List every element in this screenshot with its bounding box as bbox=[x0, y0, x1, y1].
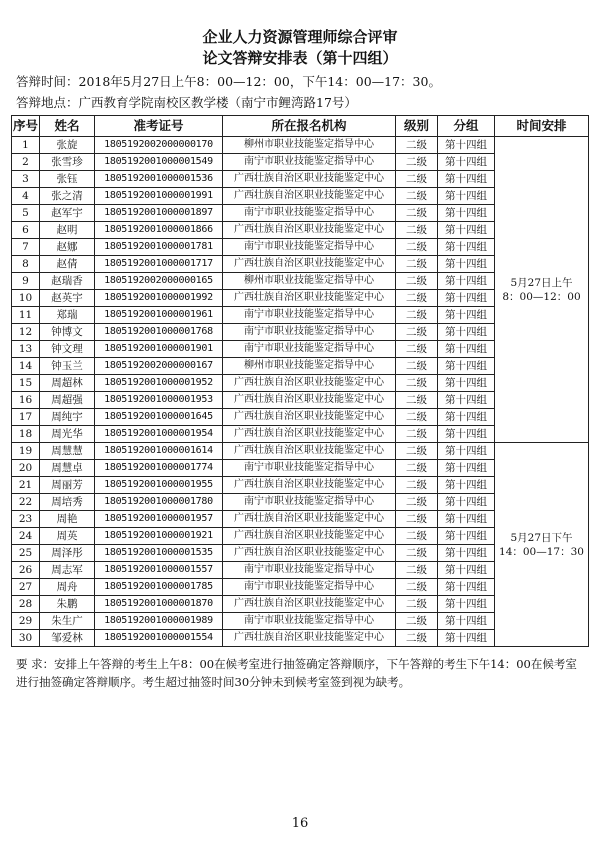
cell-org: 广西壮族自治区职业技能鉴定中心 bbox=[223, 222, 396, 239]
cell-exam-id: 1805192001000001921 bbox=[95, 528, 223, 545]
cell-group: 第十四组 bbox=[438, 205, 495, 222]
cell-group: 第十四组 bbox=[438, 443, 495, 460]
cell-group: 第十四组 bbox=[438, 511, 495, 528]
cell-exam-id: 1805192001000001991 bbox=[95, 188, 223, 205]
column-header-group: 分组 bbox=[438, 116, 495, 137]
cell-name: 周丽芳 bbox=[40, 477, 95, 494]
cell-name: 钟玉兰 bbox=[40, 358, 95, 375]
cell-name: 赵瑞香 bbox=[40, 273, 95, 290]
cell-name: 周英 bbox=[40, 528, 95, 545]
cell-level: 二级 bbox=[396, 545, 438, 562]
column-header-time: 时间安排 bbox=[495, 116, 589, 137]
cell-group: 第十四组 bbox=[438, 341, 495, 358]
cell-group: 第十四组 bbox=[438, 171, 495, 188]
cell-level: 二级 bbox=[396, 596, 438, 613]
cell-no: 28 bbox=[12, 596, 40, 613]
table-row bbox=[12, 443, 589, 460]
cell-exam-id: 1805192001000001780 bbox=[95, 494, 223, 511]
cell-level: 二级 bbox=[396, 324, 438, 341]
afternoon-time-line: 14：00—17：30 bbox=[499, 545, 584, 558]
defense-place-info: 答辩地点：广西教育学院南校区教学楼（南宁市鲤湾路17号） bbox=[16, 95, 357, 110]
cell-group: 第十四组 bbox=[438, 528, 495, 545]
cell-name: 周慧卓 bbox=[40, 460, 95, 477]
cell-level: 二级 bbox=[396, 256, 438, 273]
cell-no: 15 bbox=[12, 375, 40, 392]
cell-group: 第十四组 bbox=[438, 222, 495, 239]
cell-org: 南宁市职业技能鉴定指导中心 bbox=[223, 494, 396, 511]
cell-group: 第十四组 bbox=[438, 426, 495, 443]
cell-org: 南宁市职业技能鉴定指导中心 bbox=[223, 341, 396, 358]
cell-no: 21 bbox=[12, 477, 40, 494]
cell-exam-id: 1805192001000001961 bbox=[95, 307, 223, 324]
cell-group: 第十四组 bbox=[438, 137, 495, 154]
cell-org: 广西壮族自治区职业技能鉴定中心 bbox=[223, 171, 396, 188]
cell-exam-id: 1805192001000001897 bbox=[95, 205, 223, 222]
cell-name: 朱生广 bbox=[40, 613, 95, 630]
cell-level: 二级 bbox=[396, 171, 438, 188]
cell-no: 26 bbox=[12, 562, 40, 579]
cell-org: 广西壮族自治区职业技能鉴定中心 bbox=[223, 409, 396, 426]
cell-exam-id: 1805192001000001549 bbox=[95, 154, 223, 171]
cell-level: 二级 bbox=[396, 460, 438, 477]
cell-level: 二级 bbox=[396, 392, 438, 409]
cell-name: 周舟 bbox=[40, 579, 95, 596]
cell-org: 南宁市职业技能鉴定指导中心 bbox=[223, 154, 396, 171]
cell-level: 二级 bbox=[396, 579, 438, 596]
cell-group: 第十四组 bbox=[438, 409, 495, 426]
schedule-table bbox=[11, 115, 589, 647]
cell-level: 二级 bbox=[396, 239, 438, 256]
cell-name: 赵倩 bbox=[40, 256, 95, 273]
cell-org: 南宁市职业技能鉴定指导中心 bbox=[223, 460, 396, 477]
cell-name: 钟文理 bbox=[40, 341, 95, 358]
cell-group: 第十四组 bbox=[438, 562, 495, 579]
cell-org: 广西壮族自治区职业技能鉴定中心 bbox=[223, 443, 396, 460]
cell-group: 第十四组 bbox=[438, 375, 495, 392]
cell-exam-id: 1805192001000001952 bbox=[95, 375, 223, 392]
cell-name: 张旋 bbox=[40, 137, 95, 154]
cell-no: 16 bbox=[12, 392, 40, 409]
cell-org: 南宁市职业技能鉴定指导中心 bbox=[223, 324, 396, 341]
cell-name: 周泽彤 bbox=[40, 545, 95, 562]
afternoon-time-line: 5月27日下午 bbox=[510, 531, 573, 544]
cell-no: 11 bbox=[12, 307, 40, 324]
cell-level: 二级 bbox=[396, 409, 438, 426]
cell-exam-id: 1805192001000001768 bbox=[95, 324, 223, 341]
cell-level: 二级 bbox=[396, 154, 438, 171]
cell-exam-id: 1805192002000000167 bbox=[95, 358, 223, 375]
cell-name: 周培秀 bbox=[40, 494, 95, 511]
cell-org: 南宁市职业技能鉴定指导中心 bbox=[223, 205, 396, 222]
cell-no: 14 bbox=[12, 358, 40, 375]
defense-time-info: 答辩时间：2018年5月27日上午8：00—12：00，下午14：00—17：30。 bbox=[16, 74, 441, 89]
cell-no: 7 bbox=[12, 239, 40, 256]
cell-exam-id: 1805192001000001554 bbox=[95, 630, 223, 647]
cell-group: 第十四组 bbox=[438, 188, 495, 205]
cell-org: 南宁市职业技能鉴定指导中心 bbox=[223, 307, 396, 324]
cell-no: 5 bbox=[12, 205, 40, 222]
cell-group: 第十四组 bbox=[438, 324, 495, 341]
cell-no: 25 bbox=[12, 545, 40, 562]
cell-org: 南宁市职业技能鉴定指导中心 bbox=[223, 613, 396, 630]
afternoon-time-cell bbox=[495, 443, 589, 647]
cell-no: 23 bbox=[12, 511, 40, 528]
schedule-table-body bbox=[12, 137, 589, 647]
cell-no: 4 bbox=[12, 188, 40, 205]
cell-name: 赵明 bbox=[40, 222, 95, 239]
cell-group: 第十四组 bbox=[438, 290, 495, 307]
cell-name: 钟博文 bbox=[40, 324, 95, 341]
cell-org: 广西壮族自治区职业技能鉴定中心 bbox=[223, 188, 396, 205]
cell-exam-id: 1805192002000000165 bbox=[95, 273, 223, 290]
cell-name: 张钰 bbox=[40, 171, 95, 188]
cell-exam-id: 1805192001000001870 bbox=[95, 596, 223, 613]
cell-org: 广西壮族自治区职业技能鉴定中心 bbox=[223, 426, 396, 443]
cell-exam-id: 1805192001000001957 bbox=[95, 511, 223, 528]
cell-org: 广西壮族自治区职业技能鉴定中心 bbox=[223, 290, 396, 307]
cell-group: 第十四组 bbox=[438, 256, 495, 273]
morning-time-line: 5月27日上午 bbox=[510, 276, 573, 289]
cell-level: 二级 bbox=[396, 341, 438, 358]
cell-group: 第十四组 bbox=[438, 358, 495, 375]
cell-group: 第十四组 bbox=[438, 154, 495, 171]
cell-exam-id: 1805192001000001781 bbox=[95, 239, 223, 256]
cell-level: 二级 bbox=[396, 426, 438, 443]
document-title-line2: 论文答辩安排表（第十四组） bbox=[202, 49, 398, 67]
cell-name: 周超强 bbox=[40, 392, 95, 409]
cell-level: 二级 bbox=[396, 273, 438, 290]
cell-group: 第十四组 bbox=[438, 477, 495, 494]
cell-org: 南宁市职业技能鉴定指导中心 bbox=[223, 562, 396, 579]
cell-exam-id: 1805192001000001557 bbox=[95, 562, 223, 579]
cell-exam-id: 1805192001000001866 bbox=[95, 222, 223, 239]
column-header-exam-id: 准考证号 bbox=[95, 116, 223, 137]
cell-name: 周志军 bbox=[40, 562, 95, 579]
cell-no: 3 bbox=[12, 171, 40, 188]
cell-level: 二级 bbox=[396, 613, 438, 630]
cell-exam-id: 1805192001000001774 bbox=[95, 460, 223, 477]
cell-level: 二级 bbox=[396, 494, 438, 511]
cell-name: 张之清 bbox=[40, 188, 95, 205]
cell-org: 广西壮族自治区职业技能鉴定中心 bbox=[223, 630, 396, 647]
cell-exam-id: 1805192001000001717 bbox=[95, 256, 223, 273]
cell-level: 二级 bbox=[396, 290, 438, 307]
cell-group: 第十四组 bbox=[438, 392, 495, 409]
cell-level: 二级 bbox=[396, 562, 438, 579]
cell-exam-id: 1805192001000001535 bbox=[95, 545, 223, 562]
cell-level: 二级 bbox=[396, 358, 438, 375]
cell-name: 邹爱林 bbox=[40, 630, 95, 647]
cell-name: 赵军宇 bbox=[40, 205, 95, 222]
cell-org: 广西壮族自治区职业技能鉴定中心 bbox=[223, 256, 396, 273]
cell-exam-id: 1805192002000000170 bbox=[95, 137, 223, 154]
cell-level: 二级 bbox=[396, 137, 438, 154]
cell-org: 广西壮族自治区职业技能鉴定中心 bbox=[223, 511, 396, 528]
cell-no: 30 bbox=[12, 630, 40, 647]
cell-no: 6 bbox=[12, 222, 40, 239]
cell-exam-id: 1805192001000001954 bbox=[95, 426, 223, 443]
cell-no: 29 bbox=[12, 613, 40, 630]
cell-exam-id: 1805192001000001645 bbox=[95, 409, 223, 426]
column-header-org: 所在报名机构 bbox=[223, 116, 396, 137]
cell-org: 南宁市职业技能鉴定指导中心 bbox=[223, 239, 396, 256]
cell-no: 22 bbox=[12, 494, 40, 511]
cell-level: 二级 bbox=[396, 222, 438, 239]
cell-no: 1 bbox=[12, 137, 40, 154]
cell-no: 17 bbox=[12, 409, 40, 426]
cell-exam-id: 1805192001000001785 bbox=[95, 579, 223, 596]
requirements-note: 要 求：安排上午答辩的考生上午8：00在候考室进行抽签确定答辩顺序，下午答辩的考生下午14：00在候考室进行抽签确定答辩顺序。考生超过抽签时间30分钟未到候考室签到视为缺考。 bbox=[16, 657, 577, 689]
cell-level: 二级 bbox=[396, 511, 438, 528]
cell-no: 18 bbox=[12, 426, 40, 443]
cell-no: 10 bbox=[12, 290, 40, 307]
cell-group: 第十四组 bbox=[438, 273, 495, 290]
cell-org: 广西壮族自治区职业技能鉴定中心 bbox=[223, 528, 396, 545]
cell-org: 柳州市职业技能鉴定指导中心 bbox=[223, 358, 396, 375]
table-row bbox=[12, 137, 589, 154]
page-number: 16 bbox=[291, 816, 309, 831]
cell-group: 第十四组 bbox=[438, 307, 495, 324]
cell-no: 27 bbox=[12, 579, 40, 596]
cell-level: 二级 bbox=[396, 307, 438, 324]
cell-exam-id: 1805192001000001955 bbox=[95, 477, 223, 494]
cell-name: 赵英宇 bbox=[40, 290, 95, 307]
cell-exam-id: 1805192001000001614 bbox=[95, 443, 223, 460]
cell-group: 第十四组 bbox=[438, 460, 495, 477]
column-header-name: 姓名 bbox=[40, 116, 95, 137]
cell-group: 第十四组 bbox=[438, 494, 495, 511]
cell-level: 二级 bbox=[396, 477, 438, 494]
cell-exam-id: 1805192001000001901 bbox=[95, 341, 223, 358]
cell-name: 周慧慧 bbox=[40, 443, 95, 460]
cell-name: 周超林 bbox=[40, 375, 95, 392]
cell-level: 二级 bbox=[396, 375, 438, 392]
cell-org: 柳州市职业技能鉴定指导中心 bbox=[223, 273, 396, 290]
cell-org: 广西壮族自治区职业技能鉴定中心 bbox=[223, 596, 396, 613]
cell-exam-id: 1805192001000001536 bbox=[95, 171, 223, 188]
cell-level: 二级 bbox=[396, 443, 438, 460]
cell-name: 张雪珍 bbox=[40, 154, 95, 171]
morning-time-line: 8：00—12：00 bbox=[502, 290, 581, 303]
cell-no: 13 bbox=[12, 341, 40, 358]
cell-no: 24 bbox=[12, 528, 40, 545]
cell-name: 赵娜 bbox=[40, 239, 95, 256]
cell-exam-id: 1805192001000001992 bbox=[95, 290, 223, 307]
cell-group: 第十四组 bbox=[438, 239, 495, 256]
column-header-level: 级别 bbox=[396, 116, 438, 137]
cell-level: 二级 bbox=[396, 205, 438, 222]
cell-no: 8 bbox=[12, 256, 40, 273]
column-header-no: 序号 bbox=[12, 116, 40, 137]
cell-name: 周艳 bbox=[40, 511, 95, 528]
cell-level: 二级 bbox=[396, 528, 438, 545]
document-title-line1: 企业人力资源管理师综合评审 bbox=[202, 28, 398, 46]
morning-time-cell bbox=[495, 137, 589, 443]
cell-no: 19 bbox=[12, 443, 40, 460]
cell-group: 第十四组 bbox=[438, 596, 495, 613]
cell-group: 第十四组 bbox=[438, 630, 495, 647]
cell-org: 广西壮族自治区职业技能鉴定中心 bbox=[223, 545, 396, 562]
cell-org: 南宁市职业技能鉴定指导中心 bbox=[223, 579, 396, 596]
cell-no: 12 bbox=[12, 324, 40, 341]
cell-exam-id: 1805192001000001953 bbox=[95, 392, 223, 409]
cell-exam-id: 1805192001000001989 bbox=[95, 613, 223, 630]
cell-org: 广西壮族自治区职业技能鉴定中心 bbox=[223, 392, 396, 409]
cell-org: 广西壮族自治区职业技能鉴定中心 bbox=[223, 477, 396, 494]
cell-no: 9 bbox=[12, 273, 40, 290]
cell-no: 2 bbox=[12, 154, 40, 171]
cell-level: 二级 bbox=[396, 630, 438, 647]
cell-group: 第十四组 bbox=[438, 545, 495, 562]
cell-group: 第十四组 bbox=[438, 579, 495, 596]
cell-name: 朱鹏 bbox=[40, 596, 95, 613]
cell-level: 二级 bbox=[396, 188, 438, 205]
cell-name: 周光华 bbox=[40, 426, 95, 443]
table-header-row bbox=[12, 116, 589, 137]
cell-org: 广西壮族自治区职业技能鉴定中心 bbox=[223, 375, 396, 392]
cell-name: 周纯宇 bbox=[40, 409, 95, 426]
cell-name: 郑瑞 bbox=[40, 307, 95, 324]
cell-group: 第十四组 bbox=[438, 613, 495, 630]
cell-no: 20 bbox=[12, 460, 40, 477]
cell-org: 柳州市职业技能鉴定指导中心 bbox=[223, 137, 396, 154]
